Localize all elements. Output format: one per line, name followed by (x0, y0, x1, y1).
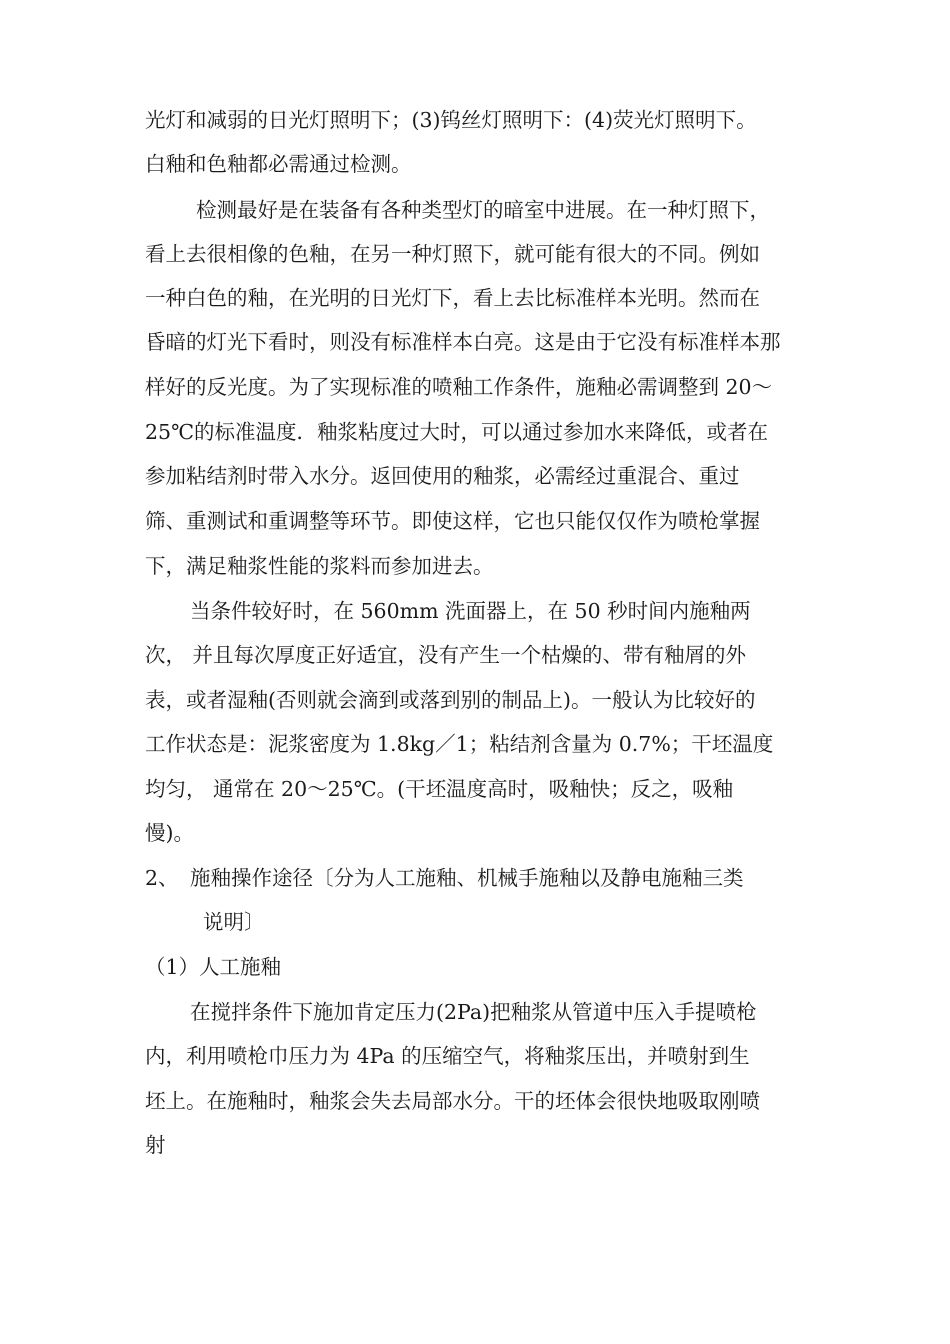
list-heading-continuation: 说明〕 (203, 910, 265, 934)
list-heading (145, 864, 744, 892)
text-line: 表，或者湿釉(否则就会滴到或落到别的制品上)。一般认为比较好的 (145, 688, 756, 712)
paragraph-start: 检测最好是在装备有各种类型灯的暗室中进展。在一种灯照下， (196, 198, 770, 222)
text-line: 慢)。 (145, 821, 194, 845)
list-heading-text: 施釉操作途径〔分为人工施釉、机械手施釉以及静电施釉三类 (190, 866, 744, 890)
text-line: 一种白色的釉，在光明的日光灯下，看上去比标准样本光明。然而在 (145, 286, 760, 310)
text-line: 坯上。在施釉时，釉浆会失去局部水分。干的坯体会很快地吸取刚喷 (145, 1089, 760, 1113)
text-line: 内，利用喷枪巾压力为 4Pa 的压缩空气，将釉浆压出，并喷射到生 (145, 1044, 750, 1068)
text-line: 看上去很相像的色釉，在另一种灯照下，就可能有很大的不同。例如 (145, 242, 760, 266)
text-line: 参加粘结剂时带入水分。返回使用的釉浆，必需经过重混合、重过 (145, 464, 740, 488)
paragraph-start: 在搅拌条件下施加肯定压力(2Pa)把釉浆从管道中压入手提喷枪 (190, 1000, 757, 1024)
text-line: 射 (145, 1133, 166, 1157)
text-line: 均匀， 通常在 20～25℃。(干坯温度高时，吸釉快；反之，吸釉 (145, 777, 734, 801)
text-line: 次， 并且每次厚度正好适宜，没有产生一个枯燥的、带有釉屑的外 (145, 643, 747, 667)
sub-heading: （1）人工施釉 (145, 955, 282, 979)
paragraph-start: 当条件较好时，在 560mm 洗面器上，在 50 秒时间内施釉两 (190, 599, 751, 623)
text-line: 下，满足釉浆性能的浆料而参加进去。 (145, 554, 494, 578)
text-line: 昏暗的灯光下看时，则没有标准样本白亮。这是由于它没有标准样本那 (145, 330, 781, 354)
text-line: 筛、重测试和重调整等环节。即使这样，它也只能仅仅作为喷枪掌握 (145, 509, 760, 533)
text-line: 光灯和减弱的日光灯照明下；(3)钨丝灯照明下：(4)荧光灯照明下。 (145, 108, 757, 132)
text-line: 样好的反光度。为了实现标准的喷釉工作条件，施釉必需调整到 20～ (145, 375, 773, 399)
list-number: 2、 (145, 866, 179, 890)
text-line: 白釉和色釉都必需通过检测。 (145, 152, 412, 176)
text-line: 工作状态是：泥浆密度为 1.8kg／1；粘结剂含量为 0.7%；干坯温度 (145, 732, 774, 756)
text-line: 25℃的标准温度．釉浆粘度过大时，可以通过参加水来降低，或者在 (145, 420, 769, 444)
